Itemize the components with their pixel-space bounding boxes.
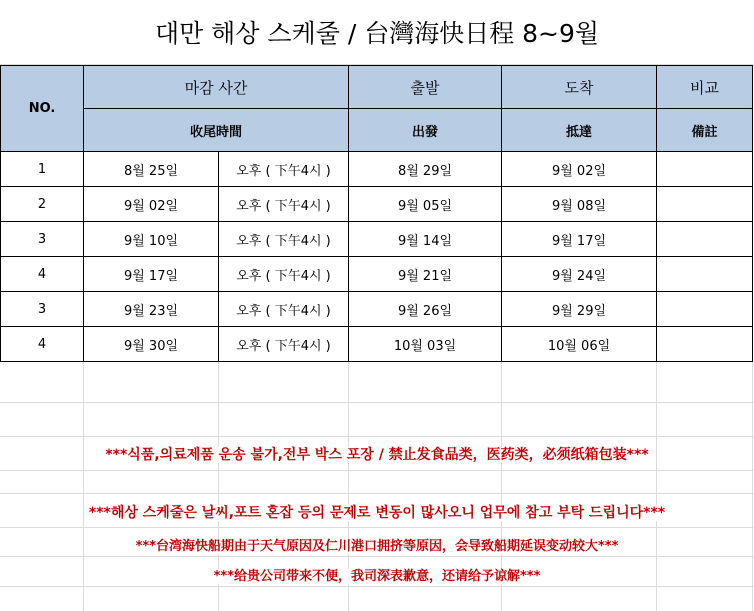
table-row (1, 152, 753, 187)
header-cutoff-ko: 마감 사간 (84, 66, 349, 109)
note-text: ***해상 스케줄은 날씨,포트 혼잡 등의 문제로 변동이 많사오니 업무에 참고 부탁 드립니다*** (88, 505, 666, 521)
table-row (1, 292, 753, 327)
row-arrive: 9월 02일 (502, 152, 657, 187)
note-food-medicine (0, 444, 754, 464)
row-no: 4 (1, 327, 84, 362)
row-cutoff-time: 오후 ( 下午4시 ) (219, 257, 349, 292)
row-cutoff-date: 9월 10일 (84, 222, 219, 257)
header-arrive-zh: 抵達 (502, 109, 657, 152)
table-row (1, 327, 753, 362)
row-cutoff-date: 9월 02일 (84, 187, 219, 222)
header-depart-ko: 출발 (349, 66, 502, 109)
schedule-table (0, 65, 753, 362)
header-depart-zh: 出發 (349, 109, 502, 152)
row-no: 4 (1, 257, 84, 292)
row-cutoff-time: 오후 ( 下午4시 ) (219, 222, 349, 257)
header-remark-ko: 비교 (657, 66, 753, 109)
page-title: 대만 해상 스케줄 / 台灣海快日程 8~9월 (0, 0, 754, 64)
row-remark (657, 257, 753, 292)
row-remark (657, 327, 753, 362)
table-row (1, 187, 753, 222)
row-arrive: 9월 24일 (502, 257, 657, 292)
row-cutoff-time: 오후 ( 下午4시 ) (219, 187, 349, 222)
row-depart: 9월 05일 (349, 187, 502, 222)
row-no: 2 (1, 187, 84, 222)
row-remark (657, 222, 753, 257)
row-arrive: 9월 17일 (502, 222, 657, 257)
row-remark (657, 292, 753, 327)
row-no: 3 (1, 292, 84, 327)
header-remark-zh: 備註 (657, 109, 753, 152)
note-delay-zh (0, 535, 754, 554)
header-cutoff-zh: 收尾時間 (84, 109, 349, 152)
header-row-top (1, 66, 753, 109)
note-schedule-change (0, 502, 754, 522)
row-depart: 9월 14일 (349, 222, 502, 257)
row-no: 3 (1, 222, 84, 257)
note-text: ***식품,의료제품 운송 불가,전부 박스 포장 / 禁止发食品类，医药类，必须纸箱包装*** (105, 447, 649, 463)
row-remark (657, 152, 753, 187)
header-no: NO. (1, 66, 84, 152)
row-arrive: 9월 08일 (502, 187, 657, 222)
note-apology (0, 565, 754, 584)
row-cutoff-date: 8월 25일 (84, 152, 219, 187)
row-arrive: 9월 29일 (502, 292, 657, 327)
row-depart: 9월 26일 (349, 292, 502, 327)
row-no: 1 (1, 152, 84, 187)
row-cutoff-time: 오후 ( 下午4시 ) (219, 292, 349, 327)
row-cutoff-date: 9월 23일 (84, 292, 219, 327)
note-text: ***给贵公司带来不便，我司深表歉意，还请给予谅解*** (213, 569, 541, 584)
row-cutoff-date: 9월 17일 (84, 257, 219, 292)
row-cutoff-time: 오후 ( 下午4시 ) (219, 327, 349, 362)
row-cutoff-time: 오후 ( 下午4시 ) (219, 152, 349, 187)
row-cutoff-date: 9월 30일 (84, 327, 219, 362)
header-row-bottom (1, 109, 753, 152)
row-depart: 10월 03일 (349, 327, 502, 362)
row-arrive: 10월 06일 (502, 327, 657, 362)
table-row (1, 257, 753, 292)
row-depart: 8월 29일 (349, 152, 502, 187)
header-arrive-ko: 도착 (502, 66, 657, 109)
row-remark (657, 187, 753, 222)
row-depart: 9월 21일 (349, 257, 502, 292)
note-text: ***台湾海快船期由于天气原因及仁川港口拥挤等原因，会导致船期延误变动较大*** (135, 539, 619, 554)
table-row (1, 222, 753, 257)
